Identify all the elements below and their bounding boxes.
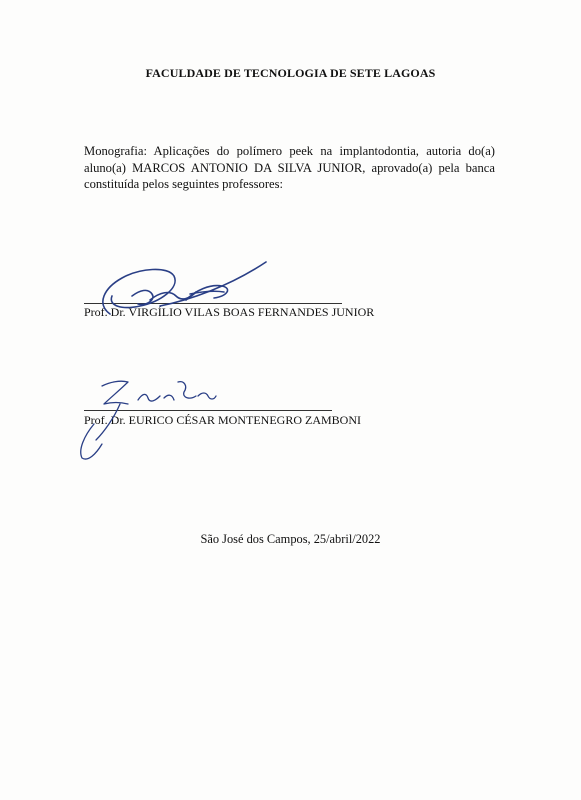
examiner-name-2: Prof. Dr. EURICO CÉSAR MONTENEGRO ZAMBONI [84, 413, 362, 427]
signature-line-2 [84, 410, 332, 411]
place-and-date: São José dos Campos, 25/abril/2022 [200, 532, 381, 546]
approval-statement: Monografia: Aplicações do polímero peek na implantodontia, autoria do(a) aluno(a) MARCOS ANTONIO DA SILVA JUNIOR, aprovado(a) pela banca constituída pelos seguintes professores: [84, 144, 495, 192]
signature-line-1 [84, 303, 342, 304]
examiner-name-1: Prof. Dr. VIRGÍLIO VILAS BOAS FERNANDES JUNIOR [84, 305, 375, 319]
institution-heading: FACULDADE DE TECNOLOGIA DE SETE LAGOAS [145, 66, 436, 80]
